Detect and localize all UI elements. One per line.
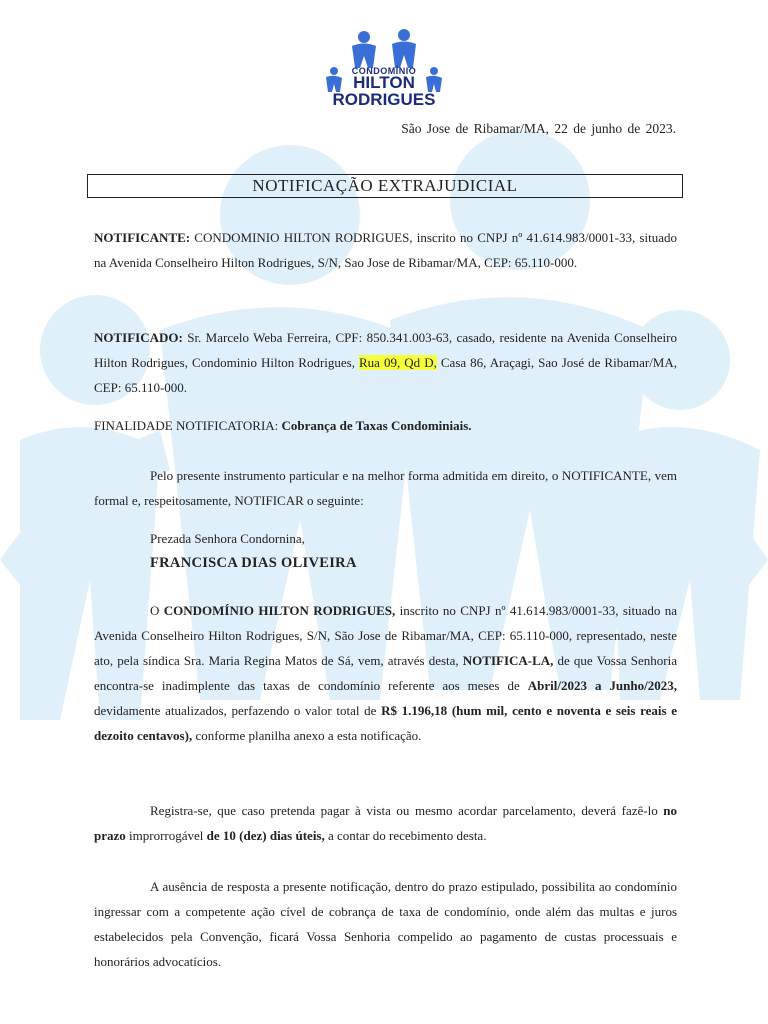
greeting: Prezada Senhora Condornina, [150, 531, 305, 546]
body-paragraph-2 [94, 798, 677, 848]
recipient-name: FRANCISCA DIAS OLIVEIRA [150, 555, 357, 571]
notificado-text-end: Casa 86, Araçagi, Sao José de Ribamar/MA, CEP: 65.110-000. [94, 355, 677, 395]
notificado-paragraph [94, 325, 677, 400]
document-date: São Jose de Ribamar/MA, 22 de junho de 2023. [401, 121, 676, 136]
finalidade-label: FINALIDADE NOTIFICATORIA: [94, 418, 279, 433]
notificado-text: Sr. Marcelo Weba Ferreira, CPF: 850.341.003-63, casado, residente na Avenida Conselheiro Hilton Rodrigues, Condominio Hilton Rodrigues, [94, 330, 677, 370]
deadline-value: de 10 (dez) dias úteis, [206, 828, 325, 843]
body-paragraph-3: A ausência de resposta a presente notificação, dentro do prazo estipulado, possibilita ao condomínio ingressar com a competente ação cível de cobrança de taxa de condomínio, onde além das multas e juros estabelecidos pela Convenção, ficará Vossa Senhoria compelido ao pagamento de custas processuais e honorários advocatícios. [94, 879, 677, 969]
notificante-label: NOTIFICANTE: [94, 230, 191, 245]
text-run: O [150, 603, 164, 618]
notificado-label: NOTIFICADO: [94, 330, 183, 345]
text-run: devidamente atualizados, perfazendo o valor total de [94, 703, 382, 718]
text-run: conforme planilha anexo a esta notificação. [192, 728, 422, 743]
notifica-term: NOTIFICA-LA, [462, 653, 554, 668]
text-run: Registra-se, que caso pretenda pagar à vista ou mesmo acordar parcelamento, deverá fazê-lo [150, 803, 664, 818]
finalidade-line [94, 413, 677, 438]
finalidade-value: Cobrança de Taxas Condominiais. [281, 418, 472, 433]
period: Abril/2023 a Junho/2023, [527, 678, 677, 693]
document-title: NOTIFICAÇÃO EXTRAJUDICIAL [87, 174, 683, 198]
logo-name-line2: RODRIGUES [332, 90, 436, 109]
total-amount: R$ 1.196,18 (hum mil, cento e noventa e seis reais e dezoito centavos), [94, 703, 677, 743]
notificante-paragraph [94, 225, 677, 275]
notificante-text: CONDOMINIO HILTON RODRIGUES, inscrito no CNPJ nº 41.614.983/0001-33, situado na Avenida Conselheiro Hilton Rodrigues, S/N, Sao Jose de Ribamar/MA, CEP: 65.110-000. [94, 230, 677, 270]
logo-name-line1: HILTON [353, 73, 415, 92]
intro-paragraph: Pelo presente instrumento particular e na melhor forma admitida em direito, o NOTIFICANTE, vem formal e, respeitosamente, NOTIFICAR o seguinte: [94, 468, 677, 508]
text-run: a contar do recebimento desta. [324, 828, 487, 843]
text-run: improrrogável [125, 828, 207, 843]
condominium-name: CONDOMÍNIO HILTON RODRIGUES, [163, 603, 396, 618]
text-run: inscrito no CNPJ nº 41.614.983/0001-33, situado na Avenida Conselheiro Hilton Rodrigues, S/N, São Jose de Ribamar/MA, CEP: 65.110-000, representado, neste ato, pela síndica Sra. Maria Regina Matos de Sá, vem, através desta, [94, 603, 678, 668]
condominium-logo [318, 28, 450, 112]
logo-caption: CONDOMÍNIO [351, 66, 417, 76]
text-run: de que Vossa Senhoria encontra-se inadimplente das taxas de condomínio referente aos meses de [94, 653, 677, 693]
body-paragraph-1 [94, 598, 677, 748]
highlighted-address: Rua 09, Qd D, [359, 355, 437, 370]
deadline-label: no prazo [94, 803, 677, 843]
